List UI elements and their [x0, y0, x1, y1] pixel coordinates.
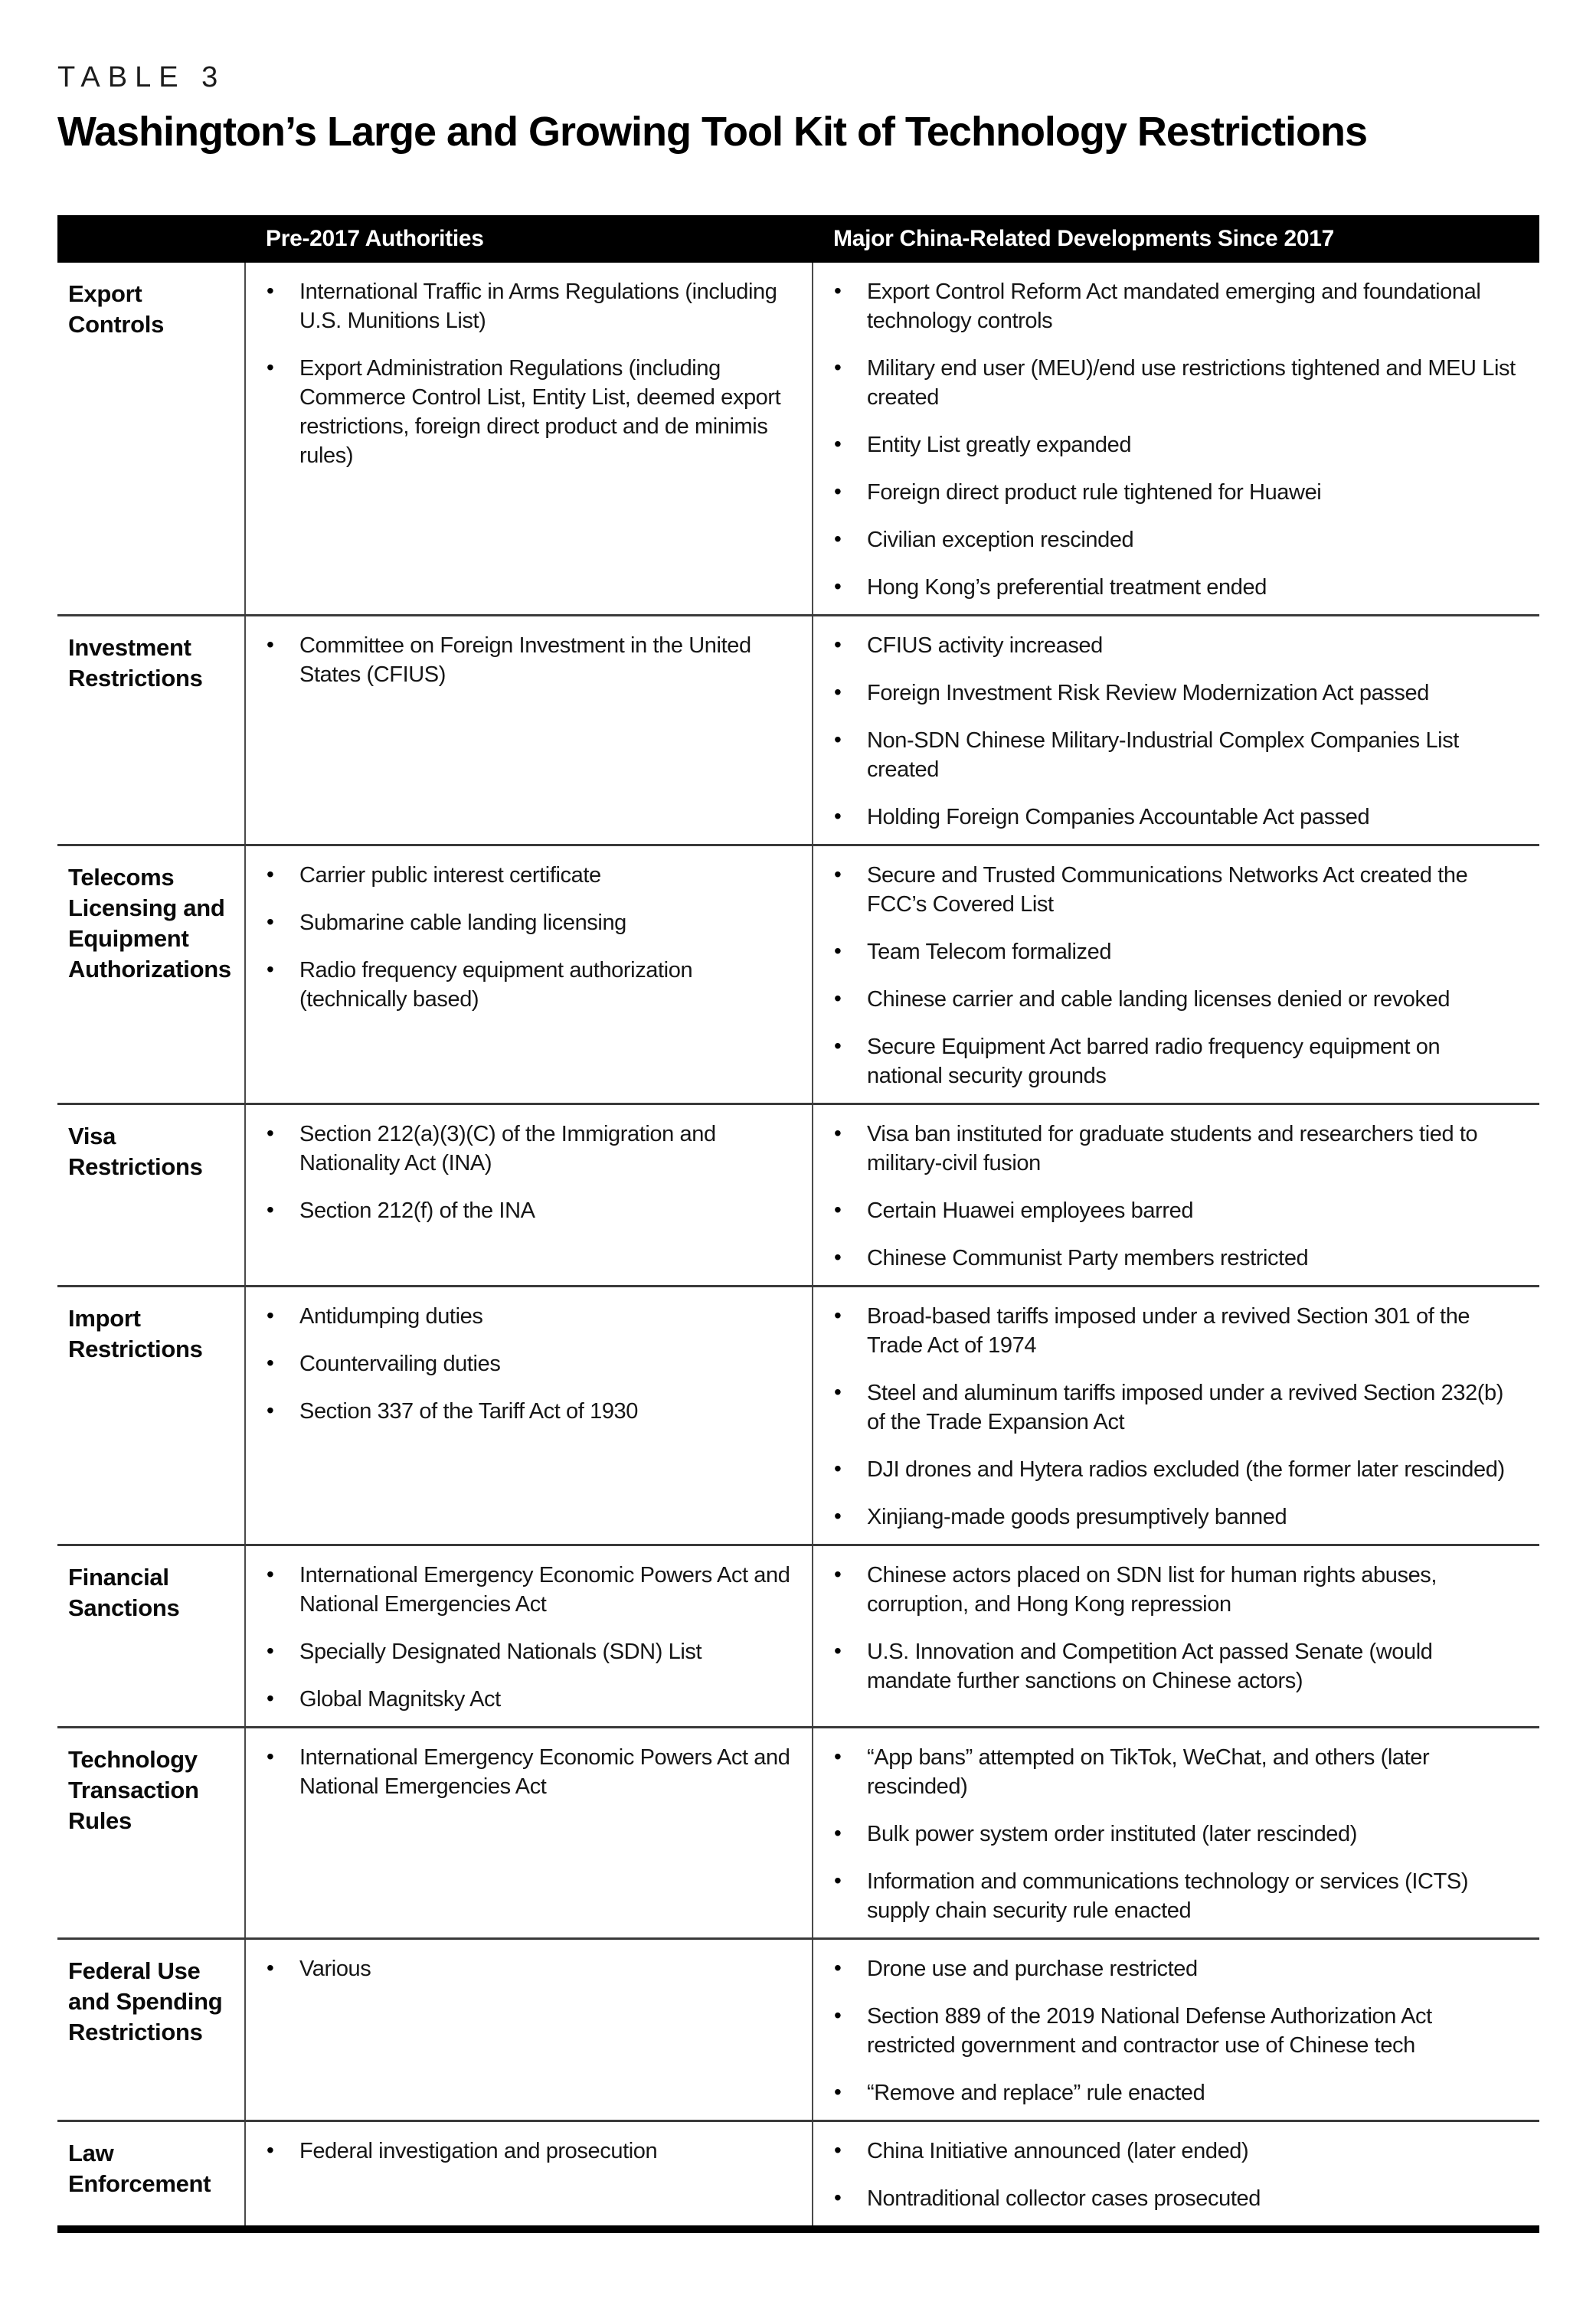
bullet-item: [246, 1685, 790, 1714]
bullet-item: [813, 861, 1518, 919]
bullet-icon: [267, 1684, 273, 1713]
pre2017-bullet-list: [246, 1940, 812, 1996]
bullet-icon: [834, 1954, 841, 1983]
bullet-text: Foreign direct product rule tightened for Huawei: [867, 480, 1322, 505]
bullet-item: [813, 2002, 1518, 2060]
table-row: [57, 1726, 1539, 1937]
bullet-item: [246, 2137, 790, 2166]
bullet-text: Military end user (MEU)/end use restrictions tightened and MEU List created: [867, 356, 1516, 410]
row-cell-since2017: [813, 1546, 1539, 1726]
bullet-item: [813, 1378, 1518, 1437]
bullet-item: [246, 1120, 790, 1178]
bullet-icon: [834, 430, 841, 459]
bullet-item: [813, 478, 1518, 507]
bullet-text: Export Control Reform Act mandated emerging and foundational technology controls: [867, 280, 1481, 333]
bullet-icon: [267, 907, 273, 937]
header-cell-developments-since-2017: Major China-Related Developments Since 2017: [833, 226, 1334, 251]
table-row: [57, 844, 1539, 1103]
pre2017-bullet-list: [246, 1728, 812, 1813]
bullet-icon: [834, 2136, 841, 2165]
bullet-icon: [834, 525, 841, 554]
table-row: [57, 263, 1539, 614]
bullet-item: [813, 1120, 1518, 1178]
bullet-item: [246, 1743, 790, 1801]
bullet-icon: [834, 937, 841, 966]
bullet-item: [813, 803, 1518, 832]
bullet-text: Global Magnitsky Act: [299, 1687, 501, 1712]
bullet-icon: [267, 276, 273, 306]
row-category-label: Law Enforcement: [57, 2122, 246, 2225]
bullet-item: [813, 1032, 1518, 1090]
bullet-item: [246, 1196, 790, 1225]
bullet-icon: [834, 276, 841, 306]
bullet-item: [813, 1954, 1518, 1983]
header-cell-pre2017-authorities: Pre-2017 Authorities: [266, 226, 484, 251]
bullet-text: Certain Huawei employees barred: [867, 1198, 1194, 1223]
row-cell-pre2017: [246, 1105, 813, 1285]
bullet-item: [246, 1349, 790, 1378]
row-cell-pre2017: [246, 1728, 813, 1937]
bullet-icon: [834, 1119, 841, 1148]
row-cell-since2017: [813, 263, 1539, 614]
bullet-item: [246, 1302, 790, 1331]
bullet-item: [813, 937, 1518, 966]
bullet-icon: [267, 1195, 273, 1225]
row-category-label: Financial Sanctions: [57, 1546, 246, 1726]
bullet-icon: [834, 353, 841, 382]
bullet-text: Section 337 of the Tariff Act of 1930: [299, 1399, 639, 1424]
bullet-item: [813, 678, 1518, 708]
table-row: [57, 614, 1539, 844]
pre2017-bullet-list: [246, 263, 812, 482]
bullet-text: Export Administration Regulations (including Commerce Control List, Entity List, deemed export restrictions, foreign direct product and de minimis rules): [299, 356, 781, 468]
row-cell-pre2017: [246, 2122, 813, 2225]
bullet-icon: [267, 1954, 273, 1983]
bullet-item: [813, 1820, 1518, 1849]
bullet-icon: [834, 2183, 841, 2212]
bullet-icon: [267, 630, 273, 659]
bullet-item: [813, 2184, 1518, 2213]
bullet-icon: [834, 725, 841, 754]
bullet-text: Section 212(f) of the INA: [299, 1198, 535, 1223]
bullet-item: [813, 1244, 1518, 1273]
bullet-icon: [834, 678, 841, 707]
bullet-text: Specially Designated Nationals (SDN) List: [299, 1640, 702, 1664]
bullet-icon: [834, 572, 841, 601]
bullet-icon: [834, 2001, 841, 2030]
since2017-bullet-list: [813, 1546, 1539, 1708]
bullet-text: Broad-based tariffs imposed under a revived Section 301 of the Trade Act of 1974: [867, 1304, 1470, 1358]
bullet-item: [813, 1867, 1518, 1925]
bullet-item: [813, 277, 1518, 335]
bullet-text: Entity List greatly expanded: [867, 433, 1132, 457]
bullet-text: Xinjiang-made goods presumptively banned: [867, 1505, 1287, 1529]
bullet-item: [246, 277, 790, 335]
bullet-icon: [834, 860, 841, 889]
row-cell-since2017: [813, 1940, 1539, 2120]
row-category-label: Federal Use and Spending Restrictions: [57, 1940, 246, 2120]
row-cell-since2017: [813, 616, 1539, 844]
table-header-row: [57, 215, 1539, 263]
bullet-icon: [834, 1243, 841, 1272]
bullet-icon: [834, 1454, 841, 1483]
row-cell-since2017: [813, 2122, 1539, 2225]
bullet-text: Foreign Investment Risk Review Modernization Act passed: [867, 681, 1429, 705]
bullet-text: Chinese actors placed on SDN list for human rights abuses, corruption, and Hong Kong repression: [867, 1563, 1437, 1617]
bullet-text: “App bans” attempted on TikTok, WeChat, and others (later rescinded): [867, 1745, 1430, 1799]
bullet-item: [813, 430, 1518, 459]
bullet-icon: [267, 353, 273, 382]
table-row: [57, 1544, 1539, 1726]
table-row: [57, 2120, 1539, 2225]
bullet-item: [246, 631, 790, 689]
bullet-icon: [267, 955, 273, 984]
bullet-text: Section 889 of the 2019 National Defense Authorization Act restricted government and contractor use of Chinese tech: [867, 2004, 1432, 2058]
bullet-text: DJI drones and Hytera radios excluded (the former later rescinded): [867, 1457, 1505, 1482]
bullet-icon: [834, 1819, 841, 1848]
since2017-bullet-list: [813, 1105, 1539, 1285]
table-row: [57, 1285, 1539, 1544]
bullet-item: [246, 1954, 790, 1983]
bullet-item: [246, 1397, 790, 1426]
bullet-icon: [834, 1502, 841, 1531]
since2017-bullet-list: [813, 2122, 1539, 2225]
bullet-icon: [834, 1637, 841, 1666]
bullet-item: [813, 631, 1518, 660]
bullet-text: Nontraditional collector cases prosecuted: [867, 2186, 1261, 2211]
since2017-bullet-list: [813, 1940, 1539, 2120]
bullet-item: [813, 1561, 1518, 1619]
bullet-icon: [834, 630, 841, 659]
bullet-text: “Remove and replace” rule enacted: [867, 2081, 1205, 2105]
bullet-text: Chinese Communist Party members restricted: [867, 1246, 1309, 1270]
bullet-icon: [267, 1301, 273, 1330]
bullet-text: China Initiative announced (later ended): [867, 2139, 1249, 2163]
table-number-label: TABLE 3: [57, 61, 226, 93]
bullet-item: [813, 985, 1518, 1014]
bullet-text: Federal investigation and prosecution: [299, 2139, 658, 2163]
bullet-text: Drone use and purchase restricted: [867, 1957, 1198, 1981]
bullet-icon: [834, 1560, 841, 1589]
row-category-label: Technology Transaction Rules: [57, 1728, 246, 1937]
bullet-icon: [267, 1349, 273, 1378]
bullet-item: [813, 1502, 1518, 1532]
bullet-text: Non-SDN Chinese Military-Industrial Complex Companies List created: [867, 728, 1459, 782]
row-category-label: Investment Restrictions: [57, 616, 246, 844]
bullet-text: Visa ban instituted for graduate students and researchers tied to military-civil fusion: [867, 1122, 1478, 1175]
row-cell-pre2017: [246, 1940, 813, 2120]
pre2017-bullet-list: [246, 616, 812, 701]
bullet-text: Submarine cable landing licensing: [299, 911, 626, 935]
row-category-label: Visa Restrictions: [57, 1105, 246, 1285]
bullet-text: International Emergency Economic Powers Act and National Emergencies Act: [299, 1563, 790, 1617]
bullet-icon: [834, 1195, 841, 1225]
pre2017-bullet-list: [246, 1105, 812, 1238]
bullet-icon: [834, 1866, 841, 1895]
bullet-text: Countervailing duties: [299, 1352, 501, 1376]
bullet-icon: [834, 1301, 841, 1330]
bullet-item: [813, 1302, 1518, 1360]
since2017-bullet-list: [813, 1728, 1539, 1937]
bullet-item: [813, 525, 1518, 554]
bullet-icon: [834, 2078, 841, 2107]
row-cell-pre2017: [246, 1287, 813, 1544]
bullet-text: Radio frequency equipment authorization (technically based): [299, 958, 693, 1012]
bullet-item: [813, 1196, 1518, 1225]
bullet-text: Secure Equipment Act barred radio frequency equipment on national security grounds: [867, 1035, 1441, 1088]
bullet-icon: [834, 477, 841, 506]
bullet-item: [813, 726, 1518, 784]
bullet-item: [246, 1637, 790, 1666]
since2017-bullet-list: [813, 846, 1539, 1103]
bullet-item: [246, 354, 790, 470]
pre2017-bullet-list: [246, 1287, 812, 1438]
bullet-text: Carrier public interest certificate: [299, 863, 601, 888]
bullet-icon: [834, 1032, 841, 1061]
bullet-icon: [267, 1119, 273, 1148]
bullet-item: [813, 2078, 1518, 2107]
row-cell-since2017: [813, 1287, 1539, 1544]
bullet-item: [813, 2137, 1518, 2166]
bullet-item: [813, 1455, 1518, 1484]
pre2017-bullet-list: [246, 846, 812, 1026]
row-cell-pre2017: [246, 1546, 813, 1726]
page-title: Washington’s Large and Growing Tool Kit of Technology Restrictions: [57, 109, 1368, 155]
bullet-text: Holding Foreign Companies Accountable Act passed: [867, 805, 1370, 829]
table-body: [57, 263, 1539, 2225]
since2017-bullet-list: [813, 263, 1539, 614]
row-cell-pre2017: [246, 846, 813, 1103]
bullet-icon: [267, 1560, 273, 1589]
bullet-text: International Emergency Economic Powers Act and National Emergencies Act: [299, 1745, 790, 1799]
row-cell-pre2017: [246, 616, 813, 844]
table-row: [57, 1103, 1539, 1285]
since2017-bullet-list: [813, 616, 1539, 844]
bullet-item: [246, 1561, 790, 1619]
bullet-item: [813, 1637, 1518, 1695]
bullet-text: Committee on Foreign Investment in the United States (CFIUS): [299, 633, 751, 687]
row-category-label: Import Restrictions: [57, 1287, 246, 1544]
bullet-item: [813, 1743, 1518, 1801]
row-category-label: Telecoms Licensing and Equipment Authorizations: [57, 846, 246, 1103]
bullet-text: Bulk power system order instituted (later rescinded): [867, 1822, 1358, 1846]
bullet-text: Chinese carrier and cable landing licenses denied or revoked: [867, 987, 1450, 1012]
bullet-text: Team Telecom formalized: [867, 940, 1112, 964]
bullet-text: Section 212(a)(3)(C) of the Immigration and Nationality Act (INA): [299, 1122, 716, 1175]
bullet-icon: [834, 1378, 841, 1407]
row-cell-since2017: [813, 1105, 1539, 1285]
pre2017-bullet-list: [246, 1546, 812, 1726]
bullet-text: Hong Kong’s preferential treatment ended: [867, 575, 1267, 600]
row-cell-since2017: [813, 1728, 1539, 1937]
bullet-icon: [267, 1742, 273, 1771]
bullet-icon: [834, 802, 841, 831]
bullet-text: U.S. Innovation and Competition Act passed Senate (would mandate further sanctions on Chinese actors): [867, 1640, 1433, 1693]
bullet-icon: [267, 2136, 273, 2165]
restrictions-table: [57, 215, 1539, 2233]
bullet-text: Civilian exception rescinded: [867, 528, 1134, 552]
bullet-icon: [267, 1396, 273, 1425]
pre2017-bullet-list: [246, 2122, 812, 2178]
bullet-item: [813, 354, 1518, 412]
bullet-text: International Traffic in Arms Regulations (including U.S. Munitions List): [299, 280, 777, 333]
bullet-item: [246, 908, 790, 937]
bullet-text: CFIUS activity increased: [867, 633, 1103, 658]
bullet-item: [246, 861, 790, 890]
since2017-bullet-list: [813, 1287, 1539, 1544]
bullet-icon: [267, 1637, 273, 1666]
bullet-text: Information and communications technology or services (ICTS) supply chain security rule enacted: [867, 1869, 1469, 1923]
bullet-text: Antidumping duties: [299, 1304, 483, 1329]
row-cell-pre2017: [246, 263, 813, 614]
bullet-icon: [267, 860, 273, 889]
bullet-item: [246, 956, 790, 1014]
bullet-text: Steel and aluminum tariffs imposed under a revived Section 232(b) of the Trade Expansion Act: [867, 1381, 1504, 1434]
row-cell-since2017: [813, 846, 1539, 1103]
bullet-icon: [834, 1742, 841, 1771]
bullet-text: Secure and Trusted Communications Networks Act created the FCC’s Covered List: [867, 863, 1468, 917]
row-category-label: Export Controls: [57, 263, 246, 614]
bullet-text: Various: [299, 1957, 371, 1981]
bullet-icon: [834, 984, 841, 1013]
table-row: [57, 1937, 1539, 2120]
bullet-item: [813, 573, 1518, 602]
